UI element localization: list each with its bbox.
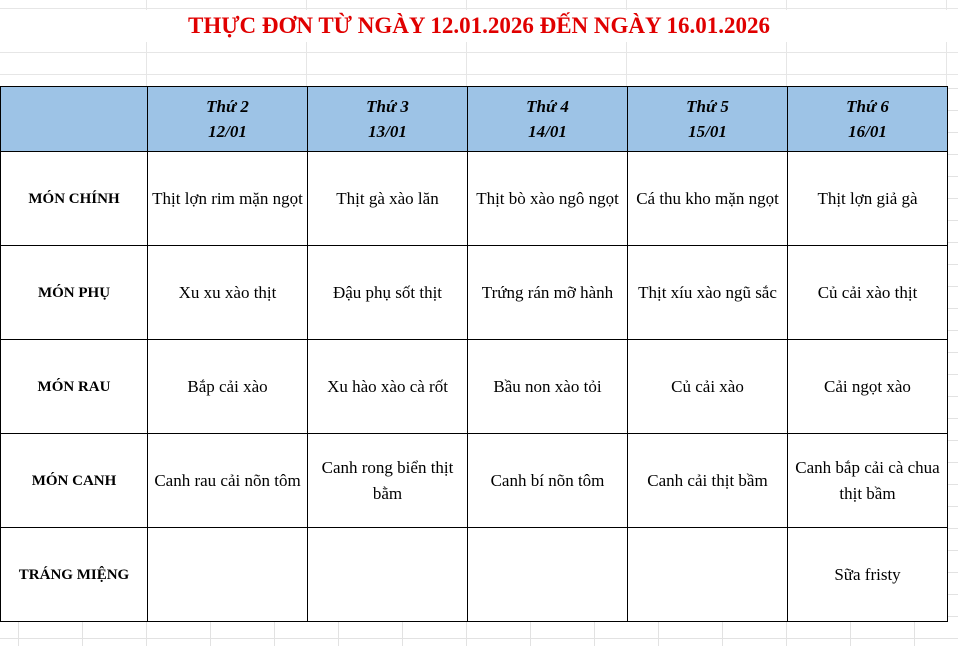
cell-main-dish-thu[interactable]: Cá thu kho mặn ngọt [628, 152, 788, 246]
day-date: 12/01 [208, 122, 247, 141]
row-label-vegetable[interactable]: MÓN RAU [1, 340, 148, 434]
row-label-main-dish[interactable]: MÓN CHÍNH [1, 152, 148, 246]
cell-soup-thu[interactable]: Canh cải thịt bầm [628, 434, 788, 528]
day-header-thu[interactable] [628, 87, 788, 152]
cell-dessert-thu[interactable] [628, 528, 788, 622]
day-date: 15/01 [688, 122, 727, 141]
cell-soup-fri[interactable]: Canh bắp cải cà chua thịt bầm [788, 434, 948, 528]
cell-vegetable-tue[interactable]: Xu hào xào cà rốt [308, 340, 468, 434]
cell-soup-wed[interactable]: Canh bí nõn tôm [468, 434, 628, 528]
cell-main-dish-tue[interactable]: Thịt gà xào lăn [308, 152, 468, 246]
day-date: 14/01 [528, 122, 567, 141]
cell-side-dish-fri[interactable]: Củ cải xào thịt [788, 246, 948, 340]
day-header-tue[interactable] [308, 87, 468, 152]
cell-main-dish-fri[interactable]: Thịt lợn giả gà [788, 152, 948, 246]
day-header-fri[interactable] [788, 87, 948, 152]
day-date: 16/01 [848, 122, 887, 141]
cell-side-dish-thu[interactable]: Thịt xíu xào ngũ sắc [628, 246, 788, 340]
corner-cell[interactable] [1, 87, 148, 152]
cell-soup-mon[interactable]: Canh rau cải nõn tôm [148, 434, 308, 528]
cell-side-dish-tue[interactable]: Đậu phụ sốt thịt [308, 246, 468, 340]
day-header-mon[interactable] [148, 87, 308, 152]
menu-table [0, 86, 948, 622]
cell-side-dish-mon[interactable]: Xu xu xào thịt [148, 246, 308, 340]
cell-dessert-fri[interactable]: Sữa fristy [788, 528, 948, 622]
header-row [1, 87, 948, 152]
day-name: Thứ 3 [366, 97, 409, 116]
cell-dessert-wed[interactable] [468, 528, 628, 622]
cell-dessert-mon[interactable] [148, 528, 308, 622]
cell-vegetable-wed[interactable]: Bầu non xào tỏi [468, 340, 628, 434]
row-label-dessert[interactable]: TRÁNG MIỆNG [1, 528, 148, 622]
row-dessert [1, 528, 948, 622]
cell-side-dish-wed[interactable]: Trứng rán mỡ hành [468, 246, 628, 340]
row-main-dish [1, 152, 948, 246]
row-label-soup[interactable]: MÓN CANH [1, 434, 148, 528]
row-side-dish [1, 246, 948, 340]
day-name: Thứ 6 [846, 97, 889, 116]
row-label-side-dish[interactable]: MÓN PHỤ [1, 246, 148, 340]
cell-soup-tue[interactable]: Canh rong biển thịt bằm [308, 434, 468, 528]
cell-vegetable-thu[interactable]: Củ cải xào [628, 340, 788, 434]
cell-main-dish-mon[interactable]: Thịt lợn rim mặn ngọt [148, 152, 308, 246]
day-name: Thứ 5 [686, 97, 729, 116]
row-vegetable [1, 340, 948, 434]
page-title: THỰC ĐƠN TỪ NGÀY 12.01.2026 ĐẾN NGÀY 16.01.2026 [0, 10, 958, 42]
day-name: Thứ 2 [206, 97, 249, 116]
cell-main-dish-wed[interactable]: Thịt bò xào ngô ngọt [468, 152, 628, 246]
day-header-wed[interactable] [468, 87, 628, 152]
row-soup [1, 434, 948, 528]
day-date: 13/01 [368, 122, 407, 141]
cell-vegetable-fri[interactable]: Cải ngọt xào [788, 340, 948, 434]
day-name: Thứ 4 [526, 97, 569, 116]
cell-vegetable-mon[interactable]: Bắp cải xào [148, 340, 308, 434]
cell-dessert-tue[interactable] [308, 528, 468, 622]
